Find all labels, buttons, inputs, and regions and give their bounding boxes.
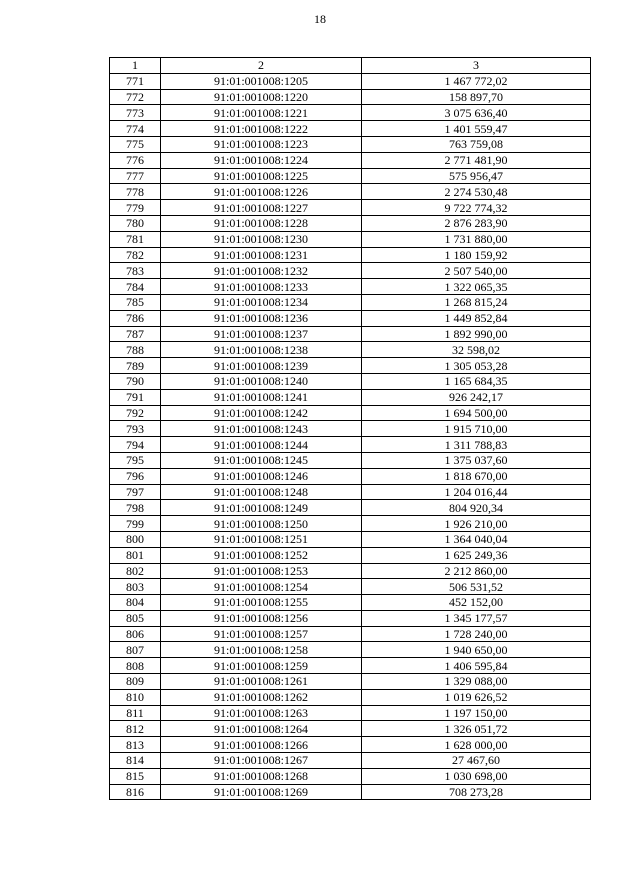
row-number-cell: 794 [110, 437, 161, 453]
cadastral-number-cell: 91:01:001008:1232 [161, 263, 362, 279]
cadastral-number-cell: 91:01:001008:1246 [161, 468, 362, 484]
value-cell: 2 212 860,00 [362, 563, 591, 579]
cadastral-number-cell: 91:01:001008:1244 [161, 437, 362, 453]
value-cell: 763 759,08 [362, 136, 591, 152]
value-cell: 1 694 500,00 [362, 405, 591, 421]
value-cell: 2 876 283,90 [362, 215, 591, 231]
cadastral-number-cell: 91:01:001008:1255 [161, 595, 362, 611]
cadastral-number-cell: 91:01:001008:1205 [161, 73, 362, 89]
row-number-cell: 784 [110, 279, 161, 295]
value-cell: 1 406 595,84 [362, 658, 591, 674]
page-number: 18 [314, 12, 326, 26]
table-row [110, 89, 591, 105]
table-row [110, 516, 591, 532]
table-row [110, 705, 591, 721]
header-col-3: 3 [362, 58, 591, 74]
cadastral-number-cell: 91:01:001008:1261 [161, 674, 362, 690]
table-row [110, 437, 591, 453]
cadastral-number-cell: 91:01:001008:1254 [161, 579, 362, 595]
row-number-cell: 783 [110, 263, 161, 279]
cadastral-number-cell: 91:01:001008:1253 [161, 563, 362, 579]
value-cell: 1 329 088,00 [362, 674, 591, 690]
data-table [109, 57, 591, 800]
value-cell: 1 915 710,00 [362, 421, 591, 437]
table-row [110, 595, 591, 611]
value-cell: 1 628 000,00 [362, 737, 591, 753]
table-row [110, 136, 591, 152]
row-number-cell: 807 [110, 642, 161, 658]
value-cell: 1 728 240,00 [362, 626, 591, 642]
value-cell: 1 305 053,28 [362, 358, 591, 374]
table-row [110, 389, 591, 405]
value-cell: 804 920,34 [362, 500, 591, 516]
cadastral-number-cell: 91:01:001008:1223 [161, 136, 362, 152]
value-cell: 1 926 210,00 [362, 516, 591, 532]
header-col-2: 2 [161, 58, 362, 74]
row-number-cell: 774 [110, 121, 161, 137]
table-row [110, 579, 591, 595]
cadastral-number-cell: 91:01:001008:1251 [161, 531, 362, 547]
cadastral-number-cell: 91:01:001008:1266 [161, 737, 362, 753]
row-number-cell: 775 [110, 136, 161, 152]
table-row [110, 215, 591, 231]
value-cell: 1 322 065,35 [362, 279, 591, 295]
value-cell: 1 345 177,57 [362, 610, 591, 626]
value-cell: 1 326 051,72 [362, 721, 591, 737]
table-row [110, 642, 591, 658]
value-cell: 575 956,47 [362, 168, 591, 184]
cadastral-number-cell: 91:01:001008:1259 [161, 658, 362, 674]
cadastral-number-cell: 91:01:001008:1224 [161, 152, 362, 168]
row-number-cell: 804 [110, 595, 161, 611]
row-number-cell: 782 [110, 247, 161, 263]
row-number-cell: 810 [110, 689, 161, 705]
value-cell: 27 467,60 [362, 753, 591, 769]
value-cell: 506 531,52 [362, 579, 591, 595]
row-number-cell: 780 [110, 215, 161, 231]
row-number-cell: 787 [110, 326, 161, 342]
value-cell: 926 242,17 [362, 389, 591, 405]
value-cell: 3 075 636,40 [362, 105, 591, 121]
cadastral-number-cell: 91:01:001008:1225 [161, 168, 362, 184]
cadastral-number-cell: 91:01:001008:1227 [161, 200, 362, 216]
table-row [110, 468, 591, 484]
table-row [110, 294, 591, 310]
cadastral-number-cell: 91:01:001008:1239 [161, 358, 362, 374]
table-row [110, 626, 591, 642]
row-number-cell: 805 [110, 610, 161, 626]
row-number-cell: 798 [110, 500, 161, 516]
table-row [110, 358, 591, 374]
value-cell: 2 771 481,90 [362, 152, 591, 168]
cadastral-number-cell: 91:01:001008:1267 [161, 753, 362, 769]
value-cell: 1 892 990,00 [362, 326, 591, 342]
table-row [110, 279, 591, 295]
cadastral-number-cell: 91:01:001008:1256 [161, 610, 362, 626]
row-number-cell: 799 [110, 516, 161, 532]
table-row [110, 452, 591, 468]
table-row [110, 326, 591, 342]
table-row [110, 500, 591, 516]
value-cell: 1 165 684,35 [362, 373, 591, 389]
value-cell: 1 731 880,00 [362, 231, 591, 247]
cadastral-number-cell: 91:01:001008:1257 [161, 626, 362, 642]
value-cell: 1 467 772,02 [362, 73, 591, 89]
row-number-cell: 811 [110, 705, 161, 721]
cadastral-number-cell: 91:01:001008:1222 [161, 121, 362, 137]
cadastral-number-cell: 91:01:001008:1234 [161, 294, 362, 310]
row-number-cell: 785 [110, 294, 161, 310]
row-number-cell: 815 [110, 768, 161, 784]
row-number-cell: 808 [110, 658, 161, 674]
row-number-cell: 781 [110, 231, 161, 247]
row-number-cell: 816 [110, 784, 161, 800]
cadastral-number-cell: 91:01:001008:1268 [161, 768, 362, 784]
cadastral-number-cell: 91:01:001008:1252 [161, 547, 362, 563]
table-row [110, 610, 591, 626]
table-row [110, 674, 591, 690]
cadastral-number-cell: 91:01:001008:1228 [161, 215, 362, 231]
row-number-cell: 777 [110, 168, 161, 184]
row-number-cell: 790 [110, 373, 161, 389]
table-header-row [110, 58, 591, 74]
table-row [110, 784, 591, 800]
table-row [110, 263, 591, 279]
cadastral-number-cell: 91:01:001008:1250 [161, 516, 362, 532]
table-row [110, 342, 591, 358]
row-number-cell: 806 [110, 626, 161, 642]
table-row [110, 547, 591, 563]
cadastral-number-cell: 91:01:001008:1237 [161, 326, 362, 342]
value-cell: 1 030 698,00 [362, 768, 591, 784]
row-number-cell: 803 [110, 579, 161, 595]
table-row [110, 421, 591, 437]
row-number-cell: 772 [110, 89, 161, 105]
cadastral-number-cell: 91:01:001008:1231 [161, 247, 362, 263]
value-cell: 1 364 040,04 [362, 531, 591, 547]
table-row [110, 531, 591, 547]
cadastral-number-cell: 91:01:001008:1233 [161, 279, 362, 295]
cadastral-number-cell: 91:01:001008:1241 [161, 389, 362, 405]
table-row [110, 373, 591, 389]
table-row [110, 405, 591, 421]
table-row [110, 768, 591, 784]
row-number-cell: 778 [110, 184, 161, 200]
row-number-cell: 792 [110, 405, 161, 421]
row-number-cell: 796 [110, 468, 161, 484]
row-number-cell: 813 [110, 737, 161, 753]
row-number-cell: 800 [110, 531, 161, 547]
row-number-cell: 793 [110, 421, 161, 437]
row-number-cell: 814 [110, 753, 161, 769]
value-cell: 32 598,02 [362, 342, 591, 358]
table-row [110, 563, 591, 579]
value-cell: 1 197 150,00 [362, 705, 591, 721]
table-row [110, 737, 591, 753]
value-cell: 1 625 249,36 [362, 547, 591, 563]
row-number-cell: 795 [110, 452, 161, 468]
cadastral-number-cell: 91:01:001008:1243 [161, 421, 362, 437]
cadastral-number-cell: 91:01:001008:1236 [161, 310, 362, 326]
cadastral-number-cell: 91:01:001008:1264 [161, 721, 362, 737]
value-cell: 1 401 559,47 [362, 121, 591, 137]
cadastral-number-cell: 91:01:001008:1269 [161, 784, 362, 800]
cadastral-number-cell: 91:01:001008:1262 [161, 689, 362, 705]
row-number-cell: 776 [110, 152, 161, 168]
value-cell: 1 180 159,92 [362, 247, 591, 263]
cadastral-number-cell: 91:01:001008:1240 [161, 373, 362, 389]
cadastral-number-cell: 91:01:001008:1263 [161, 705, 362, 721]
value-cell: 2 507 540,00 [362, 263, 591, 279]
table-row [110, 184, 591, 200]
row-number-cell: 786 [110, 310, 161, 326]
row-number-cell: 812 [110, 721, 161, 737]
cadastral-number-cell: 91:01:001008:1258 [161, 642, 362, 658]
row-number-cell: 791 [110, 389, 161, 405]
row-number-cell: 797 [110, 484, 161, 500]
cadastral-number-cell: 91:01:001008:1226 [161, 184, 362, 200]
value-cell: 1 818 670,00 [362, 468, 591, 484]
value-cell: 9 722 774,32 [362, 200, 591, 216]
value-cell: 158 897,70 [362, 89, 591, 105]
cadastral-number-cell: 91:01:001008:1242 [161, 405, 362, 421]
table-row [110, 247, 591, 263]
row-number-cell: 801 [110, 547, 161, 563]
table-row [110, 689, 591, 705]
value-cell: 2 274 530,48 [362, 184, 591, 200]
row-number-cell: 773 [110, 105, 161, 121]
table-row [110, 310, 591, 326]
value-cell: 1 268 815,24 [362, 294, 591, 310]
table-row [110, 200, 591, 216]
cadastral-number-cell: 91:01:001008:1248 [161, 484, 362, 500]
table-row [110, 121, 591, 137]
cadastral-number-cell: 91:01:001008:1221 [161, 105, 362, 121]
value-cell: 708 273,28 [362, 784, 591, 800]
row-number-cell: 809 [110, 674, 161, 690]
table-row [110, 484, 591, 500]
cadastral-number-cell: 91:01:001008:1220 [161, 89, 362, 105]
row-number-cell: 789 [110, 358, 161, 374]
table-row [110, 168, 591, 184]
value-cell: 1 311 788,83 [362, 437, 591, 453]
table-row [110, 753, 591, 769]
table-body [110, 73, 591, 800]
table-row [110, 658, 591, 674]
table-row [110, 152, 591, 168]
cadastral-number-cell: 91:01:001008:1245 [161, 452, 362, 468]
row-number-cell: 802 [110, 563, 161, 579]
cadastral-number-cell: 91:01:001008:1249 [161, 500, 362, 516]
table-row [110, 721, 591, 737]
table-row [110, 231, 591, 247]
row-number-cell: 788 [110, 342, 161, 358]
table-row [110, 73, 591, 89]
row-number-cell: 779 [110, 200, 161, 216]
header-col-1: 1 [110, 58, 161, 74]
value-cell: 1 940 650,00 [362, 642, 591, 658]
value-cell: 1 204 016,44 [362, 484, 591, 500]
table-row [110, 105, 591, 121]
value-cell: 1 019 626,52 [362, 689, 591, 705]
cadastral-number-cell: 91:01:001008:1230 [161, 231, 362, 247]
value-cell: 1 449 852,84 [362, 310, 591, 326]
value-cell: 1 375 037,60 [362, 452, 591, 468]
cadastral-number-cell: 91:01:001008:1238 [161, 342, 362, 358]
value-cell: 452 152,00 [362, 595, 591, 611]
row-number-cell: 771 [110, 73, 161, 89]
